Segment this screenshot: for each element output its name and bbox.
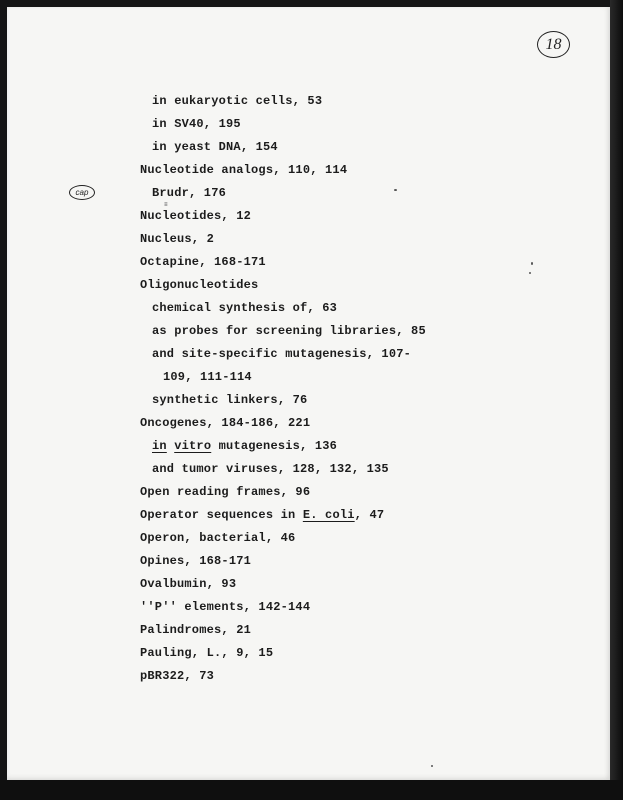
index-entry: Brudr, 176 bbox=[152, 186, 227, 200]
margin-cap-mark: cap bbox=[69, 185, 95, 200]
index-entry bbox=[140, 508, 384, 522]
index-entry bbox=[152, 439, 337, 453]
index-entry: and site-specific mutagenesis, 107- bbox=[152, 347, 412, 361]
in-vitro-vitro: vitro bbox=[174, 439, 212, 453]
page-number-circle: 18 bbox=[537, 31, 570, 58]
index-entry: Oligonucleotides bbox=[140, 278, 259, 292]
capitalization-tick: ≡ bbox=[164, 201, 168, 208]
in-vitro-rest: mutagenesis, 136 bbox=[218, 439, 338, 453]
in-vitro-in: in bbox=[152, 439, 167, 453]
index-entry: ''P'' elements, 142-144 bbox=[140, 600, 311, 614]
index-entry: Operon, bacterial, 46 bbox=[140, 531, 296, 545]
index-entry: Nucleotides, 12 bbox=[140, 209, 252, 223]
index-entry: Ovalbumin, 93 bbox=[140, 577, 237, 591]
index-entry: in SV40, 195 bbox=[152, 117, 241, 131]
ecoli-term: E. coli bbox=[302, 508, 355, 522]
index-entry: chemical synthesis of, 63 bbox=[152, 301, 338, 315]
index-entry: Oncogenes, 184-186, 221 bbox=[140, 416, 311, 430]
index-entry: pBR322, 73 bbox=[140, 669, 215, 683]
index-entry: Pauling, L., 9, 15 bbox=[140, 646, 274, 660]
index-entry: Nucleus, 2 bbox=[140, 232, 215, 246]
paper-speck bbox=[529, 272, 531, 274]
index-entry: in yeast DNA, 154 bbox=[152, 140, 278, 154]
paper-speck bbox=[394, 189, 397, 191]
page-edge-right bbox=[610, 0, 623, 800]
index-entry: as probes for screening libraries, 85 bbox=[152, 324, 426, 338]
index-entry: Palindromes, 21 bbox=[140, 623, 252, 637]
index-entry: Nucleotide analogs, 110, 114 bbox=[140, 163, 348, 177]
index-entry: Octapine, 168-171 bbox=[140, 255, 266, 269]
index-entry: 109, 111-114 bbox=[163, 370, 252, 384]
index-entry: and tumor viruses, 128, 132, 135 bbox=[152, 462, 389, 476]
index-entry: Opines, 168-171 bbox=[140, 554, 252, 568]
document-page bbox=[7, 7, 610, 780]
ecoli-page: , 47 bbox=[354, 508, 385, 522]
index-entry: synthetic linkers, 76 bbox=[152, 393, 308, 407]
paper-speck bbox=[531, 262, 533, 265]
index-entry: Open reading frames, 96 bbox=[140, 485, 311, 499]
operator-text: Operator sequences in bbox=[140, 508, 296, 522]
page-edge-bottom bbox=[0, 780, 623, 800]
index-entry: in eukaryotic cells, 53 bbox=[152, 94, 323, 108]
paper-speck bbox=[431, 765, 433, 767]
